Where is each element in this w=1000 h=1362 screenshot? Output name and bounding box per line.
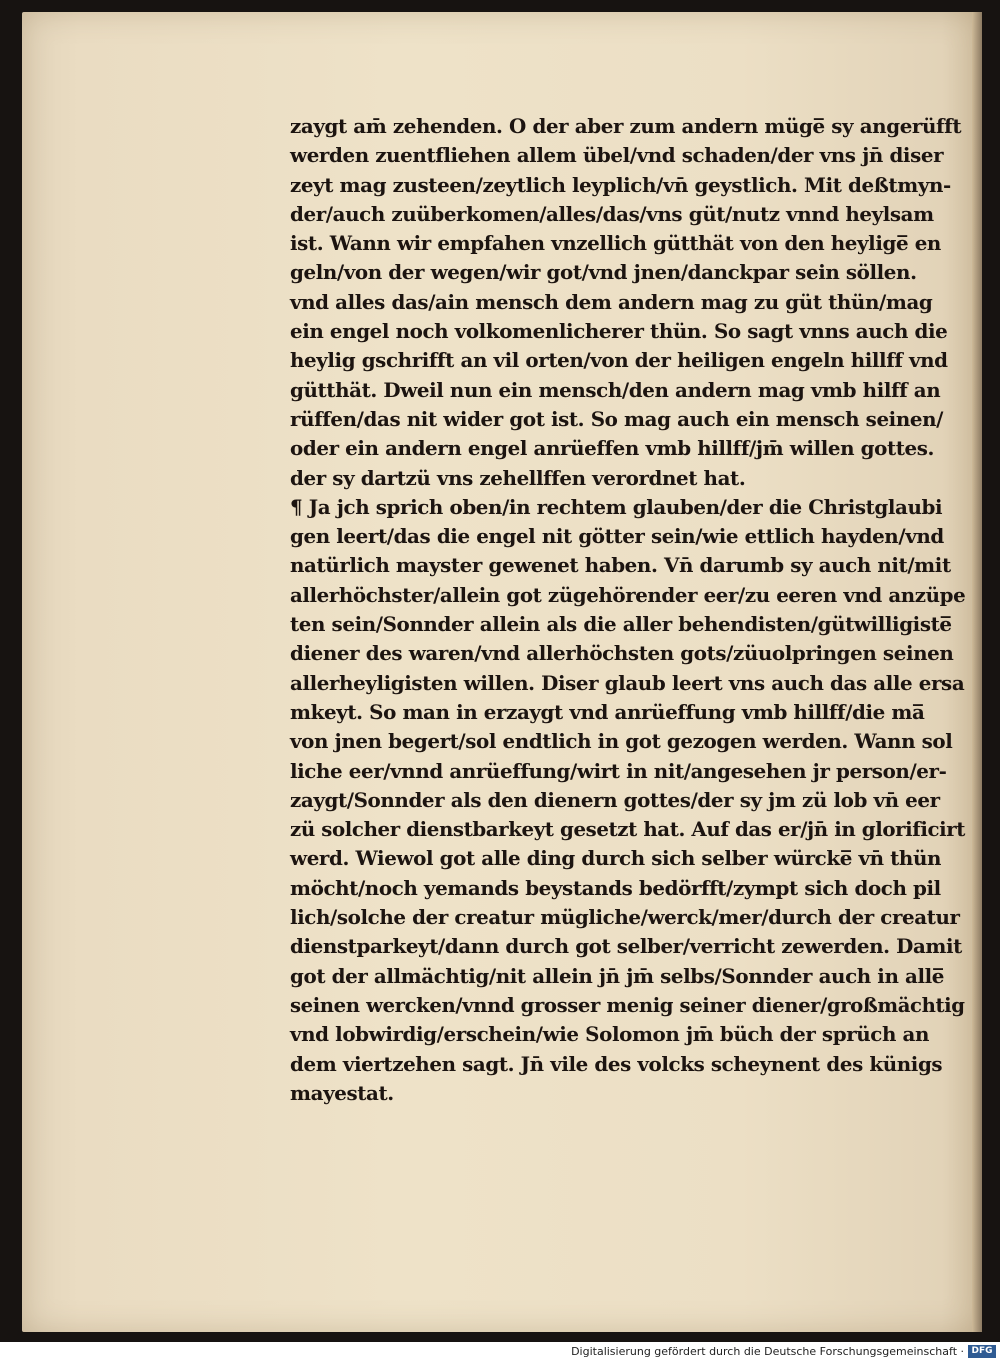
text-line: werden zuentfliehen allem übel/vnd schaden/der vns jn̄ diser xyxy=(290,143,944,168)
text-line: zaygt am̄ zehenden. O der aber zum andern müge̅ sy angerüfft xyxy=(290,114,962,138)
text-line: heylig gschrifft an vil orten/von der heiligen engeln hillff vnd xyxy=(290,348,948,373)
text-line: geln/von der wegen/wir got/vnd jnen/danckpar sein söllen. xyxy=(290,260,917,285)
text-line: dienstparkeyt/dann durch got selber/verricht zewerden. Damit xyxy=(290,934,962,959)
text-line: seinen wercken/vnnd grosser menig seiner diener/großmächtig xyxy=(290,992,965,1017)
text-line: werd. Wiewol got alle ding durch sich selber würcke̅ vn̄ thün xyxy=(290,846,942,871)
text-line: ist. Wann wir empfahen vnzellich gütthät von den heylige̅ en xyxy=(290,231,941,256)
text-line: zü solcher dienstbarkeyt gesetzt hat. Auf das er/jn̄ in glorificirt xyxy=(290,817,965,842)
text-line: vnd lobwirdig/erschein/wie Solomon jm̄ büch der sprüch an xyxy=(290,1022,930,1047)
text-line: got der allmächtig/nit allein jn̄ jm̄ selbs/Sonnder auch in alle̅ xyxy=(290,963,944,988)
text-line: von jnen begert/sol endtlich in got gezogen werden. Wann sol xyxy=(290,729,953,754)
text-line: lich/solche der creatur mügliche/werck/mer/durch der creatur xyxy=(290,905,960,930)
footer-credit: Digitalisierung gefördert durch die Deutsche Forschungsgemeinschaft · xyxy=(571,1345,964,1358)
text-line: oder ein andern engel anrüeffen vmb hillff/jm̄ willen gottes. xyxy=(290,436,935,461)
text-line: möcht/noch yemands beystands bedörfft/zympt sich doch pil xyxy=(290,875,941,900)
dfg-logo[interactable]: DFG xyxy=(968,1345,996,1358)
text-line: ¶ Ja jch sprich oben/in rechtem glauben/der die Christglaubi xyxy=(290,494,943,519)
text-line: der sy dartzü vns zehellffen verordnet hat. xyxy=(290,465,746,490)
text-line: dem viertzehen sagt. Jn̄ vile des volcks scheynent des künigs xyxy=(290,1051,943,1076)
page-text-block xyxy=(290,112,970,1108)
text-line: diener des waren/vnd allerhöchsten gots/züuolpringen seinen xyxy=(290,641,954,666)
page-edge xyxy=(972,12,982,1332)
text-line: der/auch zuüberkomen/alles/das/vns güt/nutz vnnd heylsam xyxy=(290,201,934,226)
text-line: ein engel noch volkomenlicherer thün. So sagt vnns auch die xyxy=(290,319,948,344)
text-line: natürlich mayster gewenet haben. Vn̄ darumb sy auch nit/mit xyxy=(290,553,951,578)
text-line: zaygt/Sonnder als den dienern gottes/der sy jm zü lob vn̄ eer xyxy=(290,787,940,812)
text-line: mkeyt. So man in erzaygt vnd anrüeffung vmb hillff/die ma̅ xyxy=(290,699,925,724)
text-line: gütthät. Dweil nun ein mensch/den andern mag vmb hilff an xyxy=(290,377,941,402)
text-line: mayestat. xyxy=(290,1080,394,1105)
text-line: ten sein/Sonnder allein als die aller behendisten/gütwilligiste̅ xyxy=(290,612,952,637)
text-line: zeyt mag zusteen/zeytlich leyplich/vn̄ geystlich. Mit deßtmyn- xyxy=(290,172,951,197)
text-line: gen leert/das die engel nit götter sein/wie ettlich hayden/vnd xyxy=(290,524,944,549)
text-line: allerheyligisten willen. Diser glaub leert vns auch das alle ersa xyxy=(290,670,965,695)
text-line: vnd alles das/ain mensch dem andern mag zu güt thün/mag xyxy=(290,289,933,314)
text-line: liche eer/vnnd anrüeffung/wirt in nit/angesehen jr person/er- xyxy=(290,758,947,783)
text-line: rüffen/das nit wider got ist. So mag auch ein mensch seinen/ xyxy=(290,406,943,431)
text-line: allerhöchster/allein got zügehörender eer/zu eeren vnd anzüpe xyxy=(290,582,966,607)
